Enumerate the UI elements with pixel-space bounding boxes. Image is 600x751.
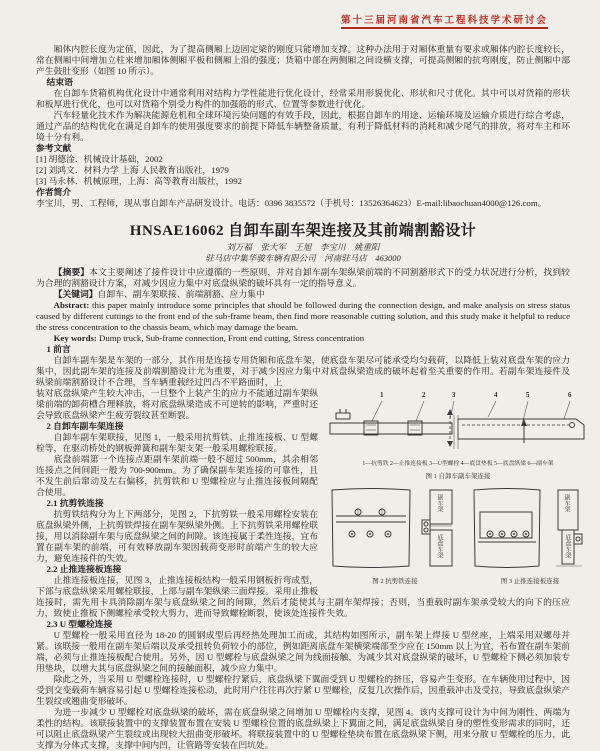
paper-title: HNSAE16062 自卸车副车架连接及其前端割豁设计 (129, 223, 477, 239)
abstract-zh-text: 本文主要阐述了接件设计中应遵循的一些原则，并对自卸车副车架纵梁前端的不同割豁形式下的受力状况进行分析，找到较为合理的割豁设计方案，对减少因应力集中对底盘纵梁的破坏具有一定的指导意义。 (36, 267, 570, 288)
figure3-subframe-label: 副车架 (563, 494, 569, 512)
paragraph: 自卸车副车架是车架的一部分，其作用是连接专用货厢和底盘车架，使底盘车架尽可能承受均匀载荷，以降低上装对底盘车架的应力集中，因此副车架的连接及前端割豁设计尤为重要，对于减少因应力集中对底盘纵梁造成的破坏起着至关重要的作用。若副车架连接件及纵梁前端割豁设计不合理，当车辆重载经过凹凸不平路面时，上 (36, 355, 570, 387)
keywords-zh (36, 289, 570, 300)
reference-item: [1] 胡德淦．机械设计基础，2002 (36, 154, 163, 164)
figure2-caption: 图 2 抗剪铁连接 (372, 578, 418, 585)
paragraph: 自卸车副车架联接，见图 1，一般采用抗剪铁、止推连接板、U 型螺栓等，在驱动桥处的钢板弹簧和副车架支架一般采用螺栓联接。 (36, 432, 318, 453)
page-header (36, 10, 570, 28)
abstract-en (36, 300, 570, 333)
figure3-caption: 图 3 止推连接板连接 (500, 578, 560, 585)
paragraph: U 型螺栓一般采用直径为 18-20 的圆钢成型后再经热处理加工而成，其结构如图所示，副车架上焊接 U 型丝座，上端采用双螺母并紧。该联接一般用在副车架后端以及承受扭转负荷较小的部位，例如距离底盘车架横梁端部至少应在 150mm 以上为宜，若布置在副车架前端，必须与止推连接板配合使用。另外，因 U 型螺栓与底盘纵梁之间为线面接触，为减少其对底盘纵梁的破坏，U 型螺栓下侧必须加装专用垫块，以增大其与底盘纵梁之间的接触面积，减少应力集中。 (36, 630, 570, 673)
conclusion-heading: 结束语 (46, 77, 73, 87)
references-heading: 参考文献 (36, 143, 72, 153)
paper-affiliation: 驻马店中集华骏车辆有限公司 河南驻马店 463000 (205, 253, 401, 263)
section22-heading: 2.2 止推连接板连接 (46, 564, 122, 574)
callout-1: 1 (380, 391, 384, 399)
figure2-drawing (326, 486, 464, 570)
paragraph: 抗剪铁结构分为上下两部分，见图 2，下抗剪铁一般采用螺栓安装在底盘纵梁外侧，上抗剪铁焊接在副车架纵梁外侧。上下抗剪铁采用螺栓联接，用以消除副车架与底盘纵梁之间的间隙。该连接属于柔性连接，宜布置在副车架的前端，可有效释放副车架因载荷变形时前端产生的较大应力，避免连接件的失效。 (36, 509, 318, 563)
callout-3: 3 (452, 391, 456, 399)
paragraph: 除此之外，当采用 U 型螺栓连接时，U 型螺栓拧紧后，底盘纵梁下翼面受到 U 型螺栓的挤压，容易产生变形。在车辆使用过程中，因受到交变载荷车辆容易引起 U 型螺栓连接松动，此时用户往往再次拧紧 U 型螺栓，反复几次操作后，因重载冲击及受拉，导致底盘纵梁产生裂纹或翘曲变形破坏。 (36, 674, 570, 706)
section2-heading: 2 自卸车副车架连接 (46, 421, 124, 431)
reference-item: [3] 马永林．机械原理，上海：高等教育出版社，1992 (36, 176, 242, 186)
figure2-chassis-label: 底盘车架 (436, 534, 442, 558)
abstract-block (36, 267, 570, 344)
callout-2: 2 (422, 391, 426, 399)
paragraph: 装对底盘纵梁产生较大冲击，一旦整个上装产生的应力不能通过副车架纵梁前端的卸荷槽合理释放，将对底盘纵梁造成不可逆转的影响，严重时还会导致底盘纵梁产生疲劳裂纹甚至断裂。 (36, 388, 318, 420)
section1-heading: 1 前言 (46, 344, 71, 354)
abstract-zh-label: 【摘要】 (53, 267, 90, 277)
figure-row (326, 486, 590, 587)
figure3 (470, 486, 590, 587)
author-bio-heading: 作者简介 (36, 187, 72, 197)
figure3-chassis-label: 底盘车架 (564, 534, 570, 558)
figure-panel (326, 390, 590, 587)
paper-body (36, 344, 570, 751)
figure2-subframe-label: 副车架 (436, 494, 442, 512)
paragraph: 底盘前端第一个连接点距副车架前端一般不超过 500mm，其余相邻连接点之间间距一般为 700-900mm。为了确保副车架连接的可靠性，且不发生前后窜动及左右偏移，抗剪铁和 U 型螺栓应与止推连接板间隔配合使用。 (36, 454, 318, 497)
keywords-en (36, 333, 570, 344)
abstract-en-text: this paper mainly introduce some principles that should be followed during the connection design, and make analysis on stress status caused by different cuttings to the front end of the sub-frame beam, then find more reasonable cutting solution, and this study make it helpful to reduce the stress concentration to the chassis beam, which may damage the beam. (36, 300, 570, 332)
callout-6: 6 (568, 391, 572, 399)
keywords-zh-text: 自卸车、副车架联接、前端割豁、应力集中 (97, 289, 265, 299)
figure1-callouts (326, 390, 590, 399)
figure3-drawing (470, 486, 590, 570)
paper-authors: 刘万福 张大军 王旭 李宝川 姚重阳 (226, 242, 380, 252)
paragraph: 止推连接板连接，见图 3，止推连接板结构一般采用钢板折弯成型，下部与底盘纵梁采用螺栓联接，上部与副车架纵梁三面焊接。采用止推板连接时，需先用卡具消除副车架与底盘纵梁之间的间隙，然后才能使其与主副车架焊接；否则，当重载时副车架承受较大的向下的压应力，致使止推板下侧螺栓承受较大剪力，进而导致螺栓断裂，使该处连接件失效。 (36, 575, 570, 618)
figure1-caption: 图 1 自卸车副车架连接 (425, 473, 491, 480)
figure1-drawing (326, 399, 590, 453)
previous-paper-tail (36, 44, 570, 209)
paragraph: 汽车轻量化技术作为解决能源危机和全球环境污染问题的有效手段，因此，根据自卸车的用途、运输环境及运输介质进行综合考虑，通过产品的结构优化在满足自卸车的使用强度要求的前提下降低车辆整备质量，有利于降低材料的消耗和减少尾气的排放，将对车主和环境十分有利。 (36, 110, 570, 142)
paragraph: 厢体内腔长度为定值，因此，为了提高侧厢上边固定梁的刚度只能增加支撑。这种办法用于对厢体重量有要求或厢体内腔长度较长，常在侧厢中间增加立柱来增加厢体侧厢平板和侧厢上沿的强度；货箱中部在两侧厢之间设横支撑，可提高侧厢的抗弯刚度，防止侧厢中部产生鼓肚变形（如图 10 所示）。 (36, 44, 570, 76)
reference-item: [2] 刘鸿文．材料力学 上海 人民教育出版社，1979 (36, 165, 229, 175)
figure1-legend: 1—抗剪铁 2—止推连接板 3—U型螺栓 4—底盘垫板 5—底盘纵梁 6—副车架 (362, 461, 554, 467)
abstract-en-label: Abstract: (53, 300, 90, 310)
conference-title: 第十三届河南省汽车工程科技学术研讨会 (341, 16, 548, 29)
paragraph: 在自卸车货箱机构优化设计中通常利用对结构力学性能进行优化设计，经常采用形貌优化、形状和尺寸优化。其中可以对货箱的形状和板厚进行优化，也可以对货箱个别受力构件的加强筋的形式、位置等参数进行优化。 (36, 88, 570, 109)
keywords-en-text: Dump truck, Sub-frame connection, Front end cutting, Stress concentration (99, 333, 365, 343)
section21-heading: 2.1 抗剪铁连接 (46, 498, 104, 508)
callout-4: 4 (494, 391, 498, 399)
paragraph: 为进一步减少 U 型螺栓对底盘纵梁的破坏，需在底盘纵梁之间增加 U 型螺栓内支撑，见图 4。该内支撑可设计为中间为刚性、两端为柔性的结构。该联接装置中的支撑装置布置在安装 U 型螺栓位置的底盘纵梁上下翼面之间，满足底盘纵梁自身的塑性变形需求的同时，还可以阻止底盘纵梁产生裂纹或出现较大扭曲变形破坏。将联接装置中的 U 型螺栓垫块布置在底盘纵梁下侧，用来分散 U 型螺栓的压力，此支撑为分体式支撑，支撑中间内凹，让管路等安装在凹坑处。 (36, 707, 570, 750)
keywords-en-label: Key words: (53, 333, 97, 343)
keywords-zh-label: 【关键词】 (53, 289, 98, 299)
figure2 (326, 486, 464, 587)
author-bio: 李宝川，男、工程师，现从事自卸车产品研发设计。电话：0396 3835572（手机号：13526364623）E-mail:libaochuan4000@126.com。 (36, 198, 547, 208)
section23-heading: 2.3 U 型螺栓连接 (46, 619, 113, 629)
abstract-zh (36, 267, 570, 289)
callout-5: 5 (526, 391, 530, 399)
